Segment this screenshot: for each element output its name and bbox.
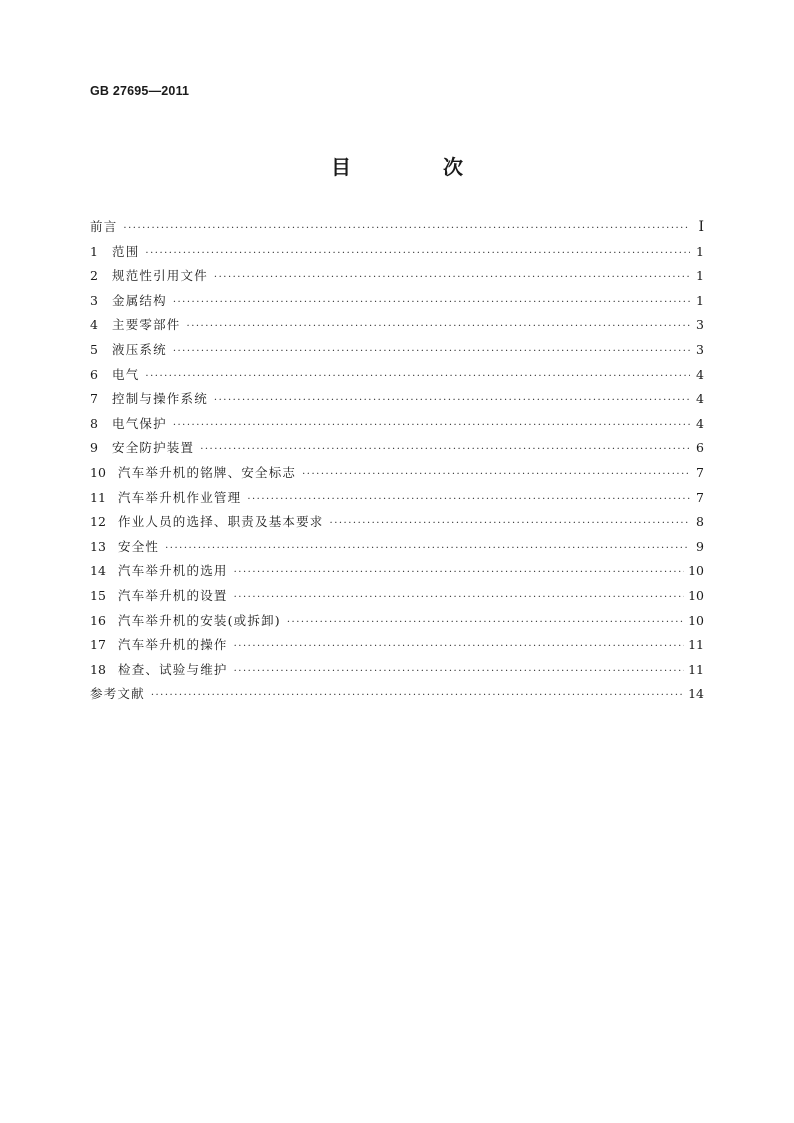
toc-entry-page: 11 <box>688 661 704 677</box>
toc-leader-dots <box>234 635 684 660</box>
toc-entry-page: 1 <box>696 243 704 259</box>
toc-entry-2[interactable] <box>90 264 704 289</box>
toc-leader-dots <box>145 242 690 267</box>
toc-entry-page: 10 <box>688 563 704 579</box>
toc-entry-label: 液压系统 <box>112 341 167 357</box>
toc-leader-dots <box>173 340 690 365</box>
toc-entry-16[interactable] <box>90 609 704 634</box>
toc-entry-page: Ⅰ <box>698 219 704 235</box>
toc-entry-page: 4 <box>696 366 704 382</box>
toc-entry-8[interactable] <box>90 412 704 437</box>
toc-entry-number: 4 <box>90 317 98 333</box>
toc-entry-label: 电气保护 <box>112 415 167 431</box>
toc-leader-dots <box>145 365 690 390</box>
toc-entry-label: 作业人员的选择、职责及基本要求 <box>118 514 324 530</box>
toc-entry-number: 15 <box>90 587 106 603</box>
toc-entry-number: 14 <box>90 563 106 579</box>
toc-entry-label: 汽车举升机的操作 <box>118 637 228 653</box>
toc-entry-number: 18 <box>90 661 106 677</box>
toc-leader-dots <box>173 414 690 439</box>
toc-entry-number: 13 <box>90 538 106 554</box>
toc-entry-label: 汽车举升机的铭牌、安全标志 <box>118 464 297 480</box>
toc-leader-dots <box>287 611 684 636</box>
toc-entry-number: 7 <box>90 391 98 407</box>
toc-entry-label: 汽车举升机的安装(或拆卸) <box>118 612 281 628</box>
table-of-contents <box>90 215 704 707</box>
toc-entry-page: 7 <box>696 464 704 480</box>
toc-entry-9[interactable] <box>90 436 704 461</box>
toc-leader-dots <box>247 488 690 513</box>
toc-entry-label: 检查、试验与维护 <box>118 661 228 677</box>
toc-entry-foreword[interactable] <box>90 215 704 240</box>
toc-entry-11[interactable] <box>90 486 704 511</box>
toc-entry-number: 11 <box>90 489 106 505</box>
toc-entry-references[interactable] <box>90 682 704 707</box>
toc-entry-page: 7 <box>696 489 704 505</box>
toc-entry-5[interactable] <box>90 338 704 363</box>
document-code: GB 27695—2011 <box>90 84 190 98</box>
toc-entry-label: 参考文献 <box>90 686 145 702</box>
toc-entry-page: 4 <box>696 415 704 431</box>
toc-entry-label: 金属结构 <box>112 292 167 308</box>
toc-entry-7[interactable] <box>90 387 704 412</box>
toc-entry-number: 12 <box>90 514 106 530</box>
toc-entry-number: 8 <box>90 415 98 431</box>
toc-entry-page: 8 <box>696 514 704 530</box>
toc-entry-label: 控制与操作系统 <box>112 391 208 407</box>
toc-entry-label: 安全防护装置 <box>112 440 195 456</box>
toc-title: 目 次 <box>331 155 499 179</box>
toc-entry-page: 6 <box>696 440 704 456</box>
toc-entry-label: 电气 <box>112 366 140 382</box>
toc-leader-dots <box>330 512 690 537</box>
toc-entry-4[interactable] <box>90 313 704 338</box>
toc-entry-10[interactable] <box>90 461 704 486</box>
toc-entry-page: 1 <box>696 292 704 308</box>
toc-leader-dots <box>302 463 690 488</box>
toc-entry-13[interactable] <box>90 535 704 560</box>
toc-entry-page: 3 <box>696 317 704 333</box>
toc-entry-label: 规范性引用文件 <box>112 268 208 284</box>
toc-leader-dots <box>151 684 684 709</box>
toc-entry-17[interactable] <box>90 633 704 658</box>
toc-entry-label: 汽车举升机的选用 <box>118 563 228 579</box>
toc-entry-number: 10 <box>90 464 106 480</box>
toc-entry-label: 范围 <box>112 243 140 259</box>
toc-entry-number: 16 <box>90 612 106 628</box>
toc-leader-dots <box>187 315 690 340</box>
toc-entry-page: 1 <box>696 268 704 284</box>
toc-leader-dots <box>234 660 684 685</box>
toc-leader-dots <box>214 266 690 291</box>
toc-entry-label: 主要零部件 <box>112 317 181 333</box>
toc-entry-1[interactable] <box>90 240 704 265</box>
toc-entry-page: 14 <box>688 686 704 702</box>
toc-entry-3[interactable] <box>90 289 704 314</box>
toc-entry-number: 3 <box>90 292 98 308</box>
toc-leader-dots <box>200 438 690 463</box>
toc-entry-page: 9 <box>696 538 704 554</box>
toc-leader-dots <box>123 217 690 242</box>
toc-entry-page: 10 <box>688 587 704 603</box>
toc-entry-label: 安全性 <box>118 538 160 554</box>
toc-leader-dots <box>214 389 690 414</box>
toc-leader-dots <box>234 561 684 586</box>
toc-entry-12[interactable] <box>90 510 704 535</box>
toc-entry-number: 17 <box>90 637 106 653</box>
toc-entry-page: 11 <box>688 637 704 653</box>
toc-leader-dots <box>173 291 690 316</box>
toc-entry-number: 5 <box>90 341 98 357</box>
toc-entry-number: 1 <box>90 243 98 259</box>
toc-entry-page: 4 <box>696 391 704 407</box>
toc-entry-label: 前言 <box>90 219 118 234</box>
toc-leader-dots <box>165 537 690 562</box>
toc-entry-number: 2 <box>90 268 98 284</box>
toc-entry-18[interactable] <box>90 658 704 683</box>
toc-entry-label: 汽车举升机的设置 <box>118 587 228 603</box>
toc-entry-page: 3 <box>696 341 704 357</box>
toc-entry-14[interactable] <box>90 559 704 584</box>
toc-entry-label: 汽车举升机作业管理 <box>118 489 242 505</box>
toc-leader-dots <box>234 586 684 611</box>
toc-entry-6[interactable] <box>90 363 704 388</box>
toc-entry-page: 10 <box>688 612 704 628</box>
toc-entry-15[interactable] <box>90 584 704 609</box>
toc-entry-number: 6 <box>90 366 98 382</box>
toc-entry-number: 9 <box>90 440 98 456</box>
